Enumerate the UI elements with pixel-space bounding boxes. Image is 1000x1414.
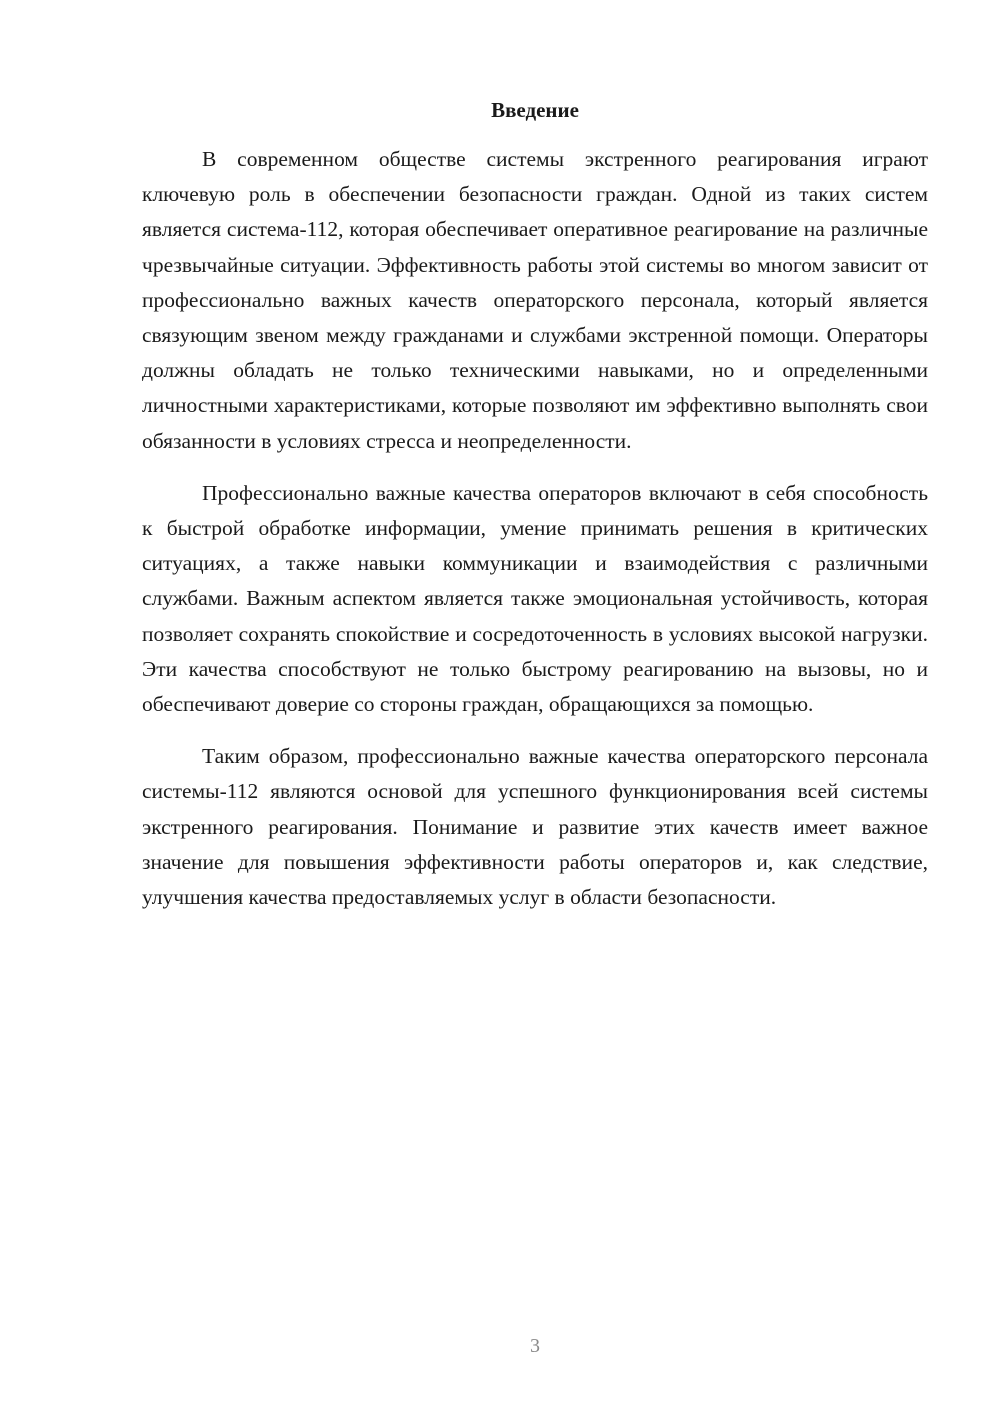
section-title: Введение: [491, 98, 579, 122]
document-body: [142, 142, 928, 915]
paragraph-1: В современном обществе системы экстренного реагирования играют ключевую роль в обеспечении безопасности граждан. Одной из таких систем является система-112, которая обеспечивает оперативное реагирование на различные чрезвычайные ситуации. Эффективность работы этой системы во многом зависит от профессионально важных качеств операторского персонала, который является связующим звеном между гражданами и службами экстренной помощи. Операторы должны обладать не только техническими навыками, но и определенными личностными характеристиками, которые позволяют им эффективно выполнять свои обязанности в условиях стресса и неопределенности.: [142, 147, 928, 453]
paragraph-2: Профессионально важные качества операторов включают в себя способность к быстрой обработке информации, умение принимать решения в критических ситуациях, а также навыки коммуникации и взаимодействия с различными службами. Важным аспектом является также эмоциональная устойчивость, которая позволяет сохранять спокойствие и сосредоточенность в условиях высокой нагрузки. Эти качества способствуют не только быстрому реагированию на вызовы, но и обеспечивают доверие со стороны граждан, обращающихся за помощью.: [142, 480, 928, 717]
page-number: 3: [530, 1335, 540, 1357]
paragraph-3: Таким образом, профессионально важные качества операторского персонала системы-112 являются основой для успешного функционирования всей системы экстренного реагирования. Понимание и развитие этих качеств имеет важное значение для повышения эффективности работы операторов и, как следствие, улучшения качества предоставляемых услуг в области безопасности.: [142, 744, 928, 910]
